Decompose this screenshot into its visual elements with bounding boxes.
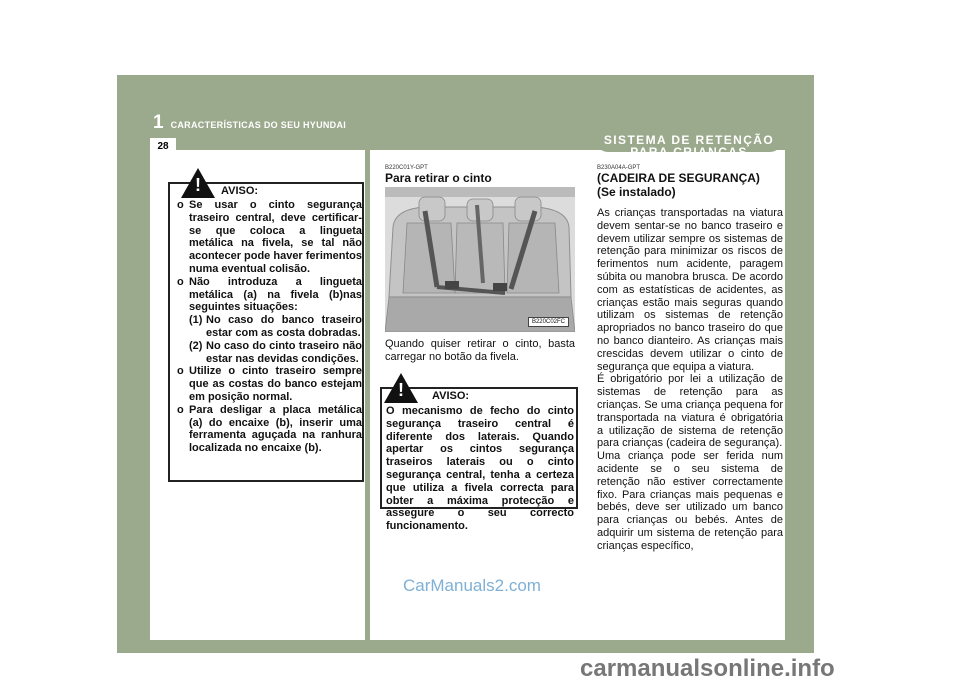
warning-triangle-icon: !	[181, 168, 215, 198]
left-warning-list	[177, 199, 362, 455]
right-body-text	[597, 207, 783, 553]
chapter-header	[153, 112, 346, 134]
chapter-number: 1	[153, 112, 164, 133]
section-title-bar: SISTEMA DE RETENÇÃO PARA CRIANÇAS	[596, 128, 782, 152]
warning-triangle-icon: !	[384, 373, 418, 403]
rear-seat-belt-photo	[385, 187, 575, 332]
watermark-bottom: carmanualsonline.info	[580, 655, 835, 682]
image-code-label: B220C02FC	[528, 317, 569, 327]
list-subitem: (2) No caso do cinto traseiro não estar nas devidas condições.	[189, 339, 362, 365]
page-number: 28	[150, 138, 176, 158]
paragraph: Uma criança pode ser ferida num acidente se o seu sistema de retenção não estiver correctamente fixo. Para crianças mais pequenas e bebés, deve ser utilizado um banco para crianças ou bebés. Antes de adquirir um sistema de retenção para crianças específico,	[597, 450, 783, 552]
list-subitem: (1) No caso do banco traseiro estar com as costa dobradas.	[189, 314, 362, 339]
left-warning-title: AVISO:	[221, 185, 259, 197]
right-section-code: B230A04A-GPT	[597, 165, 641, 171]
right-section-title: (CADEIRA DE SEGURANÇA) (Se instalado)	[597, 171, 760, 199]
watermark-top: CarManuals2.com	[403, 576, 541, 595]
list-item: o Utilize o cinto traseiro sempre que as costas do banco estejam em posição normal.	[177, 365, 362, 403]
middle-section-title: Para retirar o cinto	[385, 171, 492, 185]
rear-seat-illustration	[385, 187, 575, 332]
middle-warning-title: AVISO:	[432, 390, 470, 402]
paragraph: É obrigatório por lei a utilização de sistemas de retenção para as crianças. Se uma criança pequena for transportada na viatura é obrigatória a utilização de sistema de retenção para crianças (cadeira de segurança).	[597, 373, 783, 450]
chapter-title: CARACTERÍSTICAS DO SEU HYUNDAI	[170, 120, 347, 130]
middle-warning-text: O mecanismo de fecho do cinto segurança traseiro central é diferente dos laterais. Quando apertar os cintos segurança traseiros laterais ou o cinto segurança central, tenha a certeza que utiliza a fivela correcta para obter a máxima protecção e assegure o seu correcto funcionamento.	[386, 405, 574, 533]
list-item: o Se usar o cinto segurança traseiro central, deve certificar-se que coloca a lingueta metálica na fivela, se tal não acontecer pode haver ferimentos numa eventual colisão.	[177, 199, 363, 275]
paragraph: As crianças transportadas na viatura devem sentar-se no banco traseiro e devem utilizar sempre os sistemas de retenção para minimizar os riscos de ferimentos num acidente, paragem súbita ou manobra brusca. De acordo com as estatísticas de acidentes, as crianças estão mais seguras quando utilizam os sistemas de retenção apropriados no banco traseiro do que no banco dianteiro. As crianças mais crescidas devem utilizar o cinto de segurança que equipa a viatura.	[597, 207, 783, 373]
list-item: o Não introduza a lingueta metálica (a) na fivela (b)nas seguintes situações:	[177, 275, 362, 314]
middle-caption: Quando quiser retirar o cinto, basta carregar no botão da fivela.	[385, 338, 575, 363]
middle-section-code: B220C01Y-GPT	[385, 165, 428, 171]
list-item: o Para desligar a placa metálica (a) do encaixe (b), inserir uma ferramenta aguçada na ranhura localizada no encaixe (b).	[177, 403, 362, 455]
